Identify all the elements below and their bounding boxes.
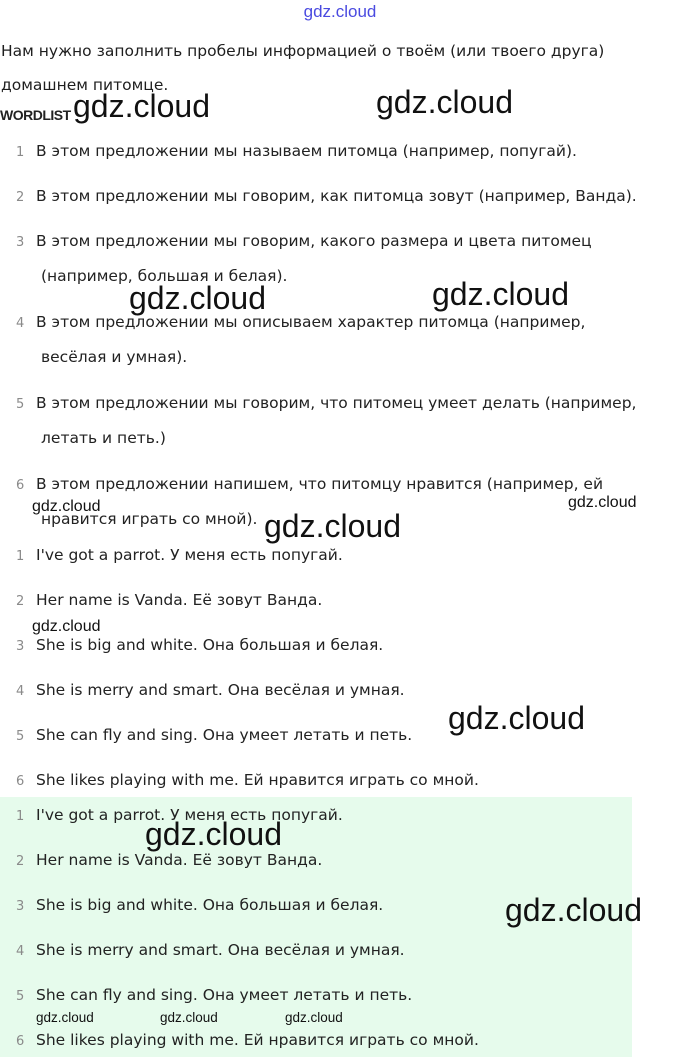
watermark: gdz.cloud xyxy=(448,700,585,736)
intro-text: Нам нужно заполнить пробелы информацией о твоём (или твоего друга) домашнем питомце. xyxy=(1,42,605,94)
answer-line: I've got a parrot. У меня есть попугай. xyxy=(36,806,343,824)
watermark: gdz.cloud xyxy=(73,88,210,124)
answer-line: She is merry and smart. Она весёлая и умная. xyxy=(36,941,405,959)
answer-line: Her name is Vanda. Её зовут Ванда. xyxy=(36,591,323,609)
watermark: gdz.cloud xyxy=(32,498,101,515)
answer-number: 2 xyxy=(16,854,25,869)
answer-line: She is big and white. Она большая и белая. xyxy=(36,896,384,914)
answer-number: 4 xyxy=(16,684,25,699)
answer-line: She likes playing with me. Ей нравится играть со мной. xyxy=(36,771,479,789)
instruction-line: В этом предложении мы называем питомца (например, попугай). xyxy=(36,142,577,160)
instruction-number: 4 xyxy=(16,316,25,331)
instruction-number: 3 xyxy=(16,235,25,250)
answer-line: She can fly and sing. Она умеет летать и петь. xyxy=(36,986,413,1004)
answer-line: She likes playing with me. Ей нравится играть со мной. xyxy=(36,1031,479,1049)
site-logo[interactable]: gdz.cloud xyxy=(303,2,377,21)
answer-number: 3 xyxy=(16,639,25,654)
answer-number: 3 xyxy=(16,899,25,914)
watermark: gdz.cloud xyxy=(568,494,637,511)
answer-line: Her name is Vanda. Её зовут Ванда. xyxy=(36,851,323,869)
answer-number: 4 xyxy=(16,944,25,959)
answer-number: 1 xyxy=(16,809,25,824)
wordlist-title: WORDLIST xyxy=(0,107,71,123)
watermark: gdz.cloud xyxy=(376,84,513,120)
instruction-number: 6 xyxy=(16,478,25,493)
answer-number: 2 xyxy=(16,594,25,609)
watermark: gdz.cloud xyxy=(505,892,642,928)
answer-number: 6 xyxy=(16,774,25,789)
watermark: gdz.cloud xyxy=(160,1010,218,1025)
instruction-line: летать и петь.) xyxy=(41,429,166,447)
watermark: gdz.cloud xyxy=(432,276,569,312)
answer-number: 6 xyxy=(16,1034,25,1049)
watermark: gdz.cloud xyxy=(145,816,282,852)
instruction-line: В этом предложении мы говорим, как питомца зовут (например, Ванда). xyxy=(36,187,637,205)
instruction-number: 2 xyxy=(16,190,25,205)
answer-number: 5 xyxy=(16,729,25,744)
watermark: gdz.cloud xyxy=(36,1010,94,1025)
instruction-line: В этом предложении мы говорим, что питомец умеет делать (например, xyxy=(36,394,637,412)
watermark: gdz.cloud xyxy=(264,508,401,544)
instruction-line: нравится играть со мной). xyxy=(41,510,258,528)
instruction-number: 5 xyxy=(16,397,25,412)
answer-line: She is merry and smart. Она весёлая и умная. xyxy=(36,681,405,699)
answer-number: 5 xyxy=(16,989,25,1004)
answer-line: I've got a parrot. У меня есть попугай. xyxy=(36,546,343,564)
answer-number: 1 xyxy=(16,549,25,564)
instruction-line: весёлая и умная). xyxy=(41,348,188,366)
watermark: gdz.cloud xyxy=(285,1010,343,1025)
instruction-line: В этом предложении мы описываем характер питомца (например, xyxy=(36,313,586,331)
watermark: gdz.cloud xyxy=(129,280,266,316)
watermark: gdz.cloud xyxy=(32,618,101,635)
answer-line: She can fly and sing. Она умеет летать и петь. xyxy=(36,726,413,744)
answer-line: She is big and white. Она большая и белая. xyxy=(36,636,384,654)
instruction-line: В этом предложении мы говорим, какого размера и цвета питомец xyxy=(36,232,592,250)
instruction-number: 1 xyxy=(16,145,25,160)
instruction-line: В этом предложении напишем, что питомцу нравится (например, ей xyxy=(36,475,604,493)
instruction-line: (например, большая и белая). xyxy=(41,267,288,285)
